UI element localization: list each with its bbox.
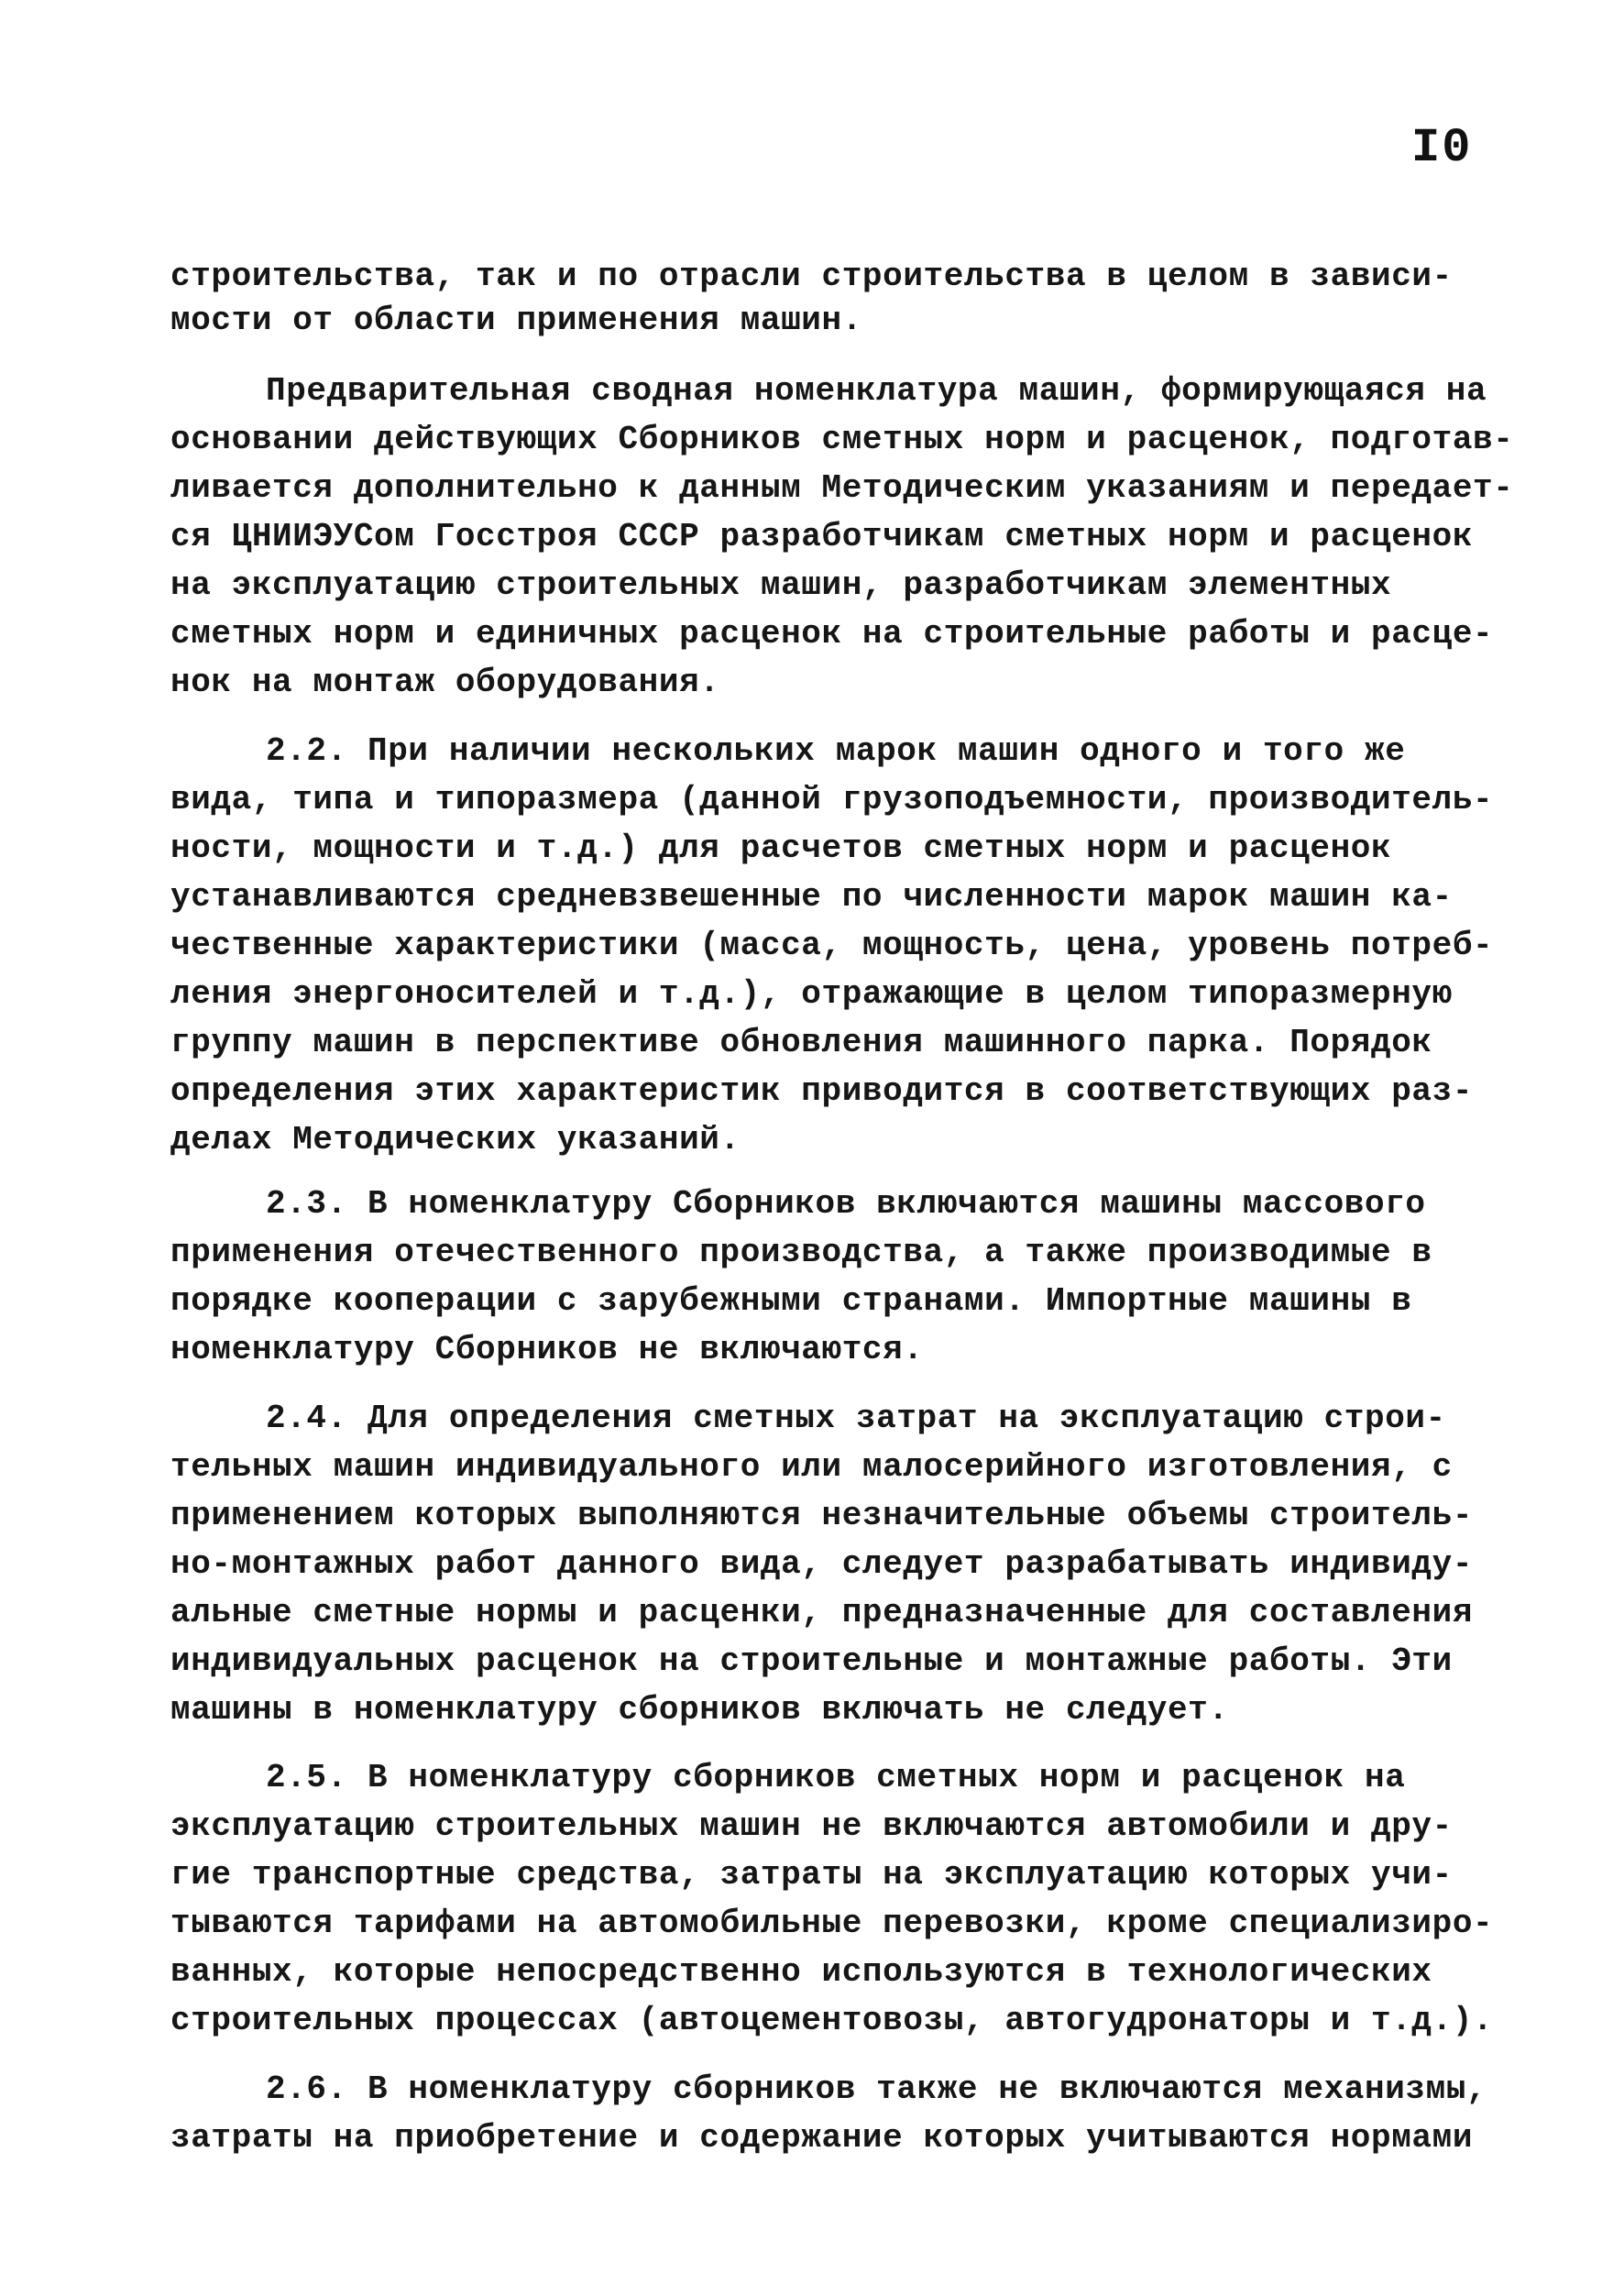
text-line: 2.6. В номенклатуру сборников также не включаются механизмы, — [266, 2070, 1487, 2108]
text-line: гие транспортные средства, затраты на эксплуатацию которых учи- — [170, 1856, 1453, 1894]
text-line: тельных машин индивидуального или малосерийного изготовления, с — [170, 1448, 1453, 1486]
text-line: порядке кооперации с зарубежными странами. Импортные машины в — [170, 1282, 1412, 1320]
text-line: но-монтажных работ данного вида, следует разрабатывать индивиду- — [170, 1545, 1474, 1583]
text-line: Предварительная сводная номенклатура машин, формирующаяся на — [266, 372, 1487, 410]
text-line: 2.3. В номенклатуру Сборников включаются машины массового — [266, 1185, 1426, 1223]
text-line: сметных норм и единичных расценок на строительные работы и расце- — [170, 615, 1494, 653]
text-line: номенклатуру Сборников не включаются. — [170, 1331, 924, 1368]
text-line: индивидуальных расценок на строительные и монтажные работы. Эти — [170, 1642, 1453, 1680]
text-line: ся ЦНИИЭУСом Госстроя СССР разработчикам сметных норм и расценок — [170, 518, 1474, 555]
text-line: чественные характеристики (масса, мощность, цена, уровень потреб- — [170, 927, 1494, 964]
text-line: ванных, которые непосредственно используются в технологических — [170, 1953, 1432, 1991]
text-line: группу машин в перспективе обновления машинного парка. Порядок — [170, 1024, 1432, 1061]
text-line: мости от области применения машин. — [170, 302, 862, 339]
text-line: 2.4. Для определения сметных затрат на эксплуатацию строи- — [266, 1400, 1446, 1437]
text-line: строительства, так и по отрасли строительства в целом в зависи- — [170, 258, 1453, 295]
text-line: вида, типа и типоразмера (данной грузоподъемности, производитель- — [170, 781, 1494, 818]
text-line: устанавливаются средневзвешенные по численности марок машин ка- — [170, 878, 1453, 916]
text-line: применения отечественного производства, а также производимые в — [170, 1234, 1432, 1271]
text-line: основании действующих Сборников сметных норм и расценок, подготав- — [170, 421, 1514, 458]
text-line: 2.2. При наличии нескольких марок машин одного и того же — [266, 732, 1406, 770]
text-line: строительных процессах (автоцементовозы, автогудронаторы и т.д.). — [170, 2002, 1494, 2039]
text-line: эксплуатацию строительных машин не включаются автомобили и дру- — [170, 1807, 1453, 1845]
text-line: на эксплуатацию строительных машин, разработчикам элементных — [170, 566, 1392, 604]
text-line: определения этих характеристик приводится в соответствующих раз- — [170, 1072, 1474, 1110]
text-line: ливается дополнительно к данным Методическим указаниям и передает- — [170, 469, 1514, 507]
text-line: альные сметные нормы и расценки, предназначенные для составления — [170, 1594, 1474, 1631]
text-line: применением которых выполняются незначительные объемы строитель- — [170, 1497, 1474, 1534]
text-line: 2.5. В номенклатуру сборников сметных норм и расценок на — [266, 1759, 1406, 1796]
text-line: тываются тарифами на автомобильные перевозки, кроме специализиро- — [170, 1905, 1494, 1942]
text-line: ления энергоносителей и т.д.), отражающие в целом типоразмерную — [170, 975, 1453, 1013]
text-line: ности, мощности и т.д.) для расчетов сметных норм и расценок — [170, 829, 1392, 867]
page-number: I0 — [1411, 121, 1473, 175]
text-line: нок на монтаж оборудования. — [170, 664, 720, 701]
text-line: делах Методических указаний. — [170, 1121, 741, 1158]
text-line: машины в номенклатуру сборников включать не следует. — [170, 1691, 1229, 1729]
text-line: затраты на приобретение и содержание которых учитываются нормами — [170, 2119, 1474, 2157]
